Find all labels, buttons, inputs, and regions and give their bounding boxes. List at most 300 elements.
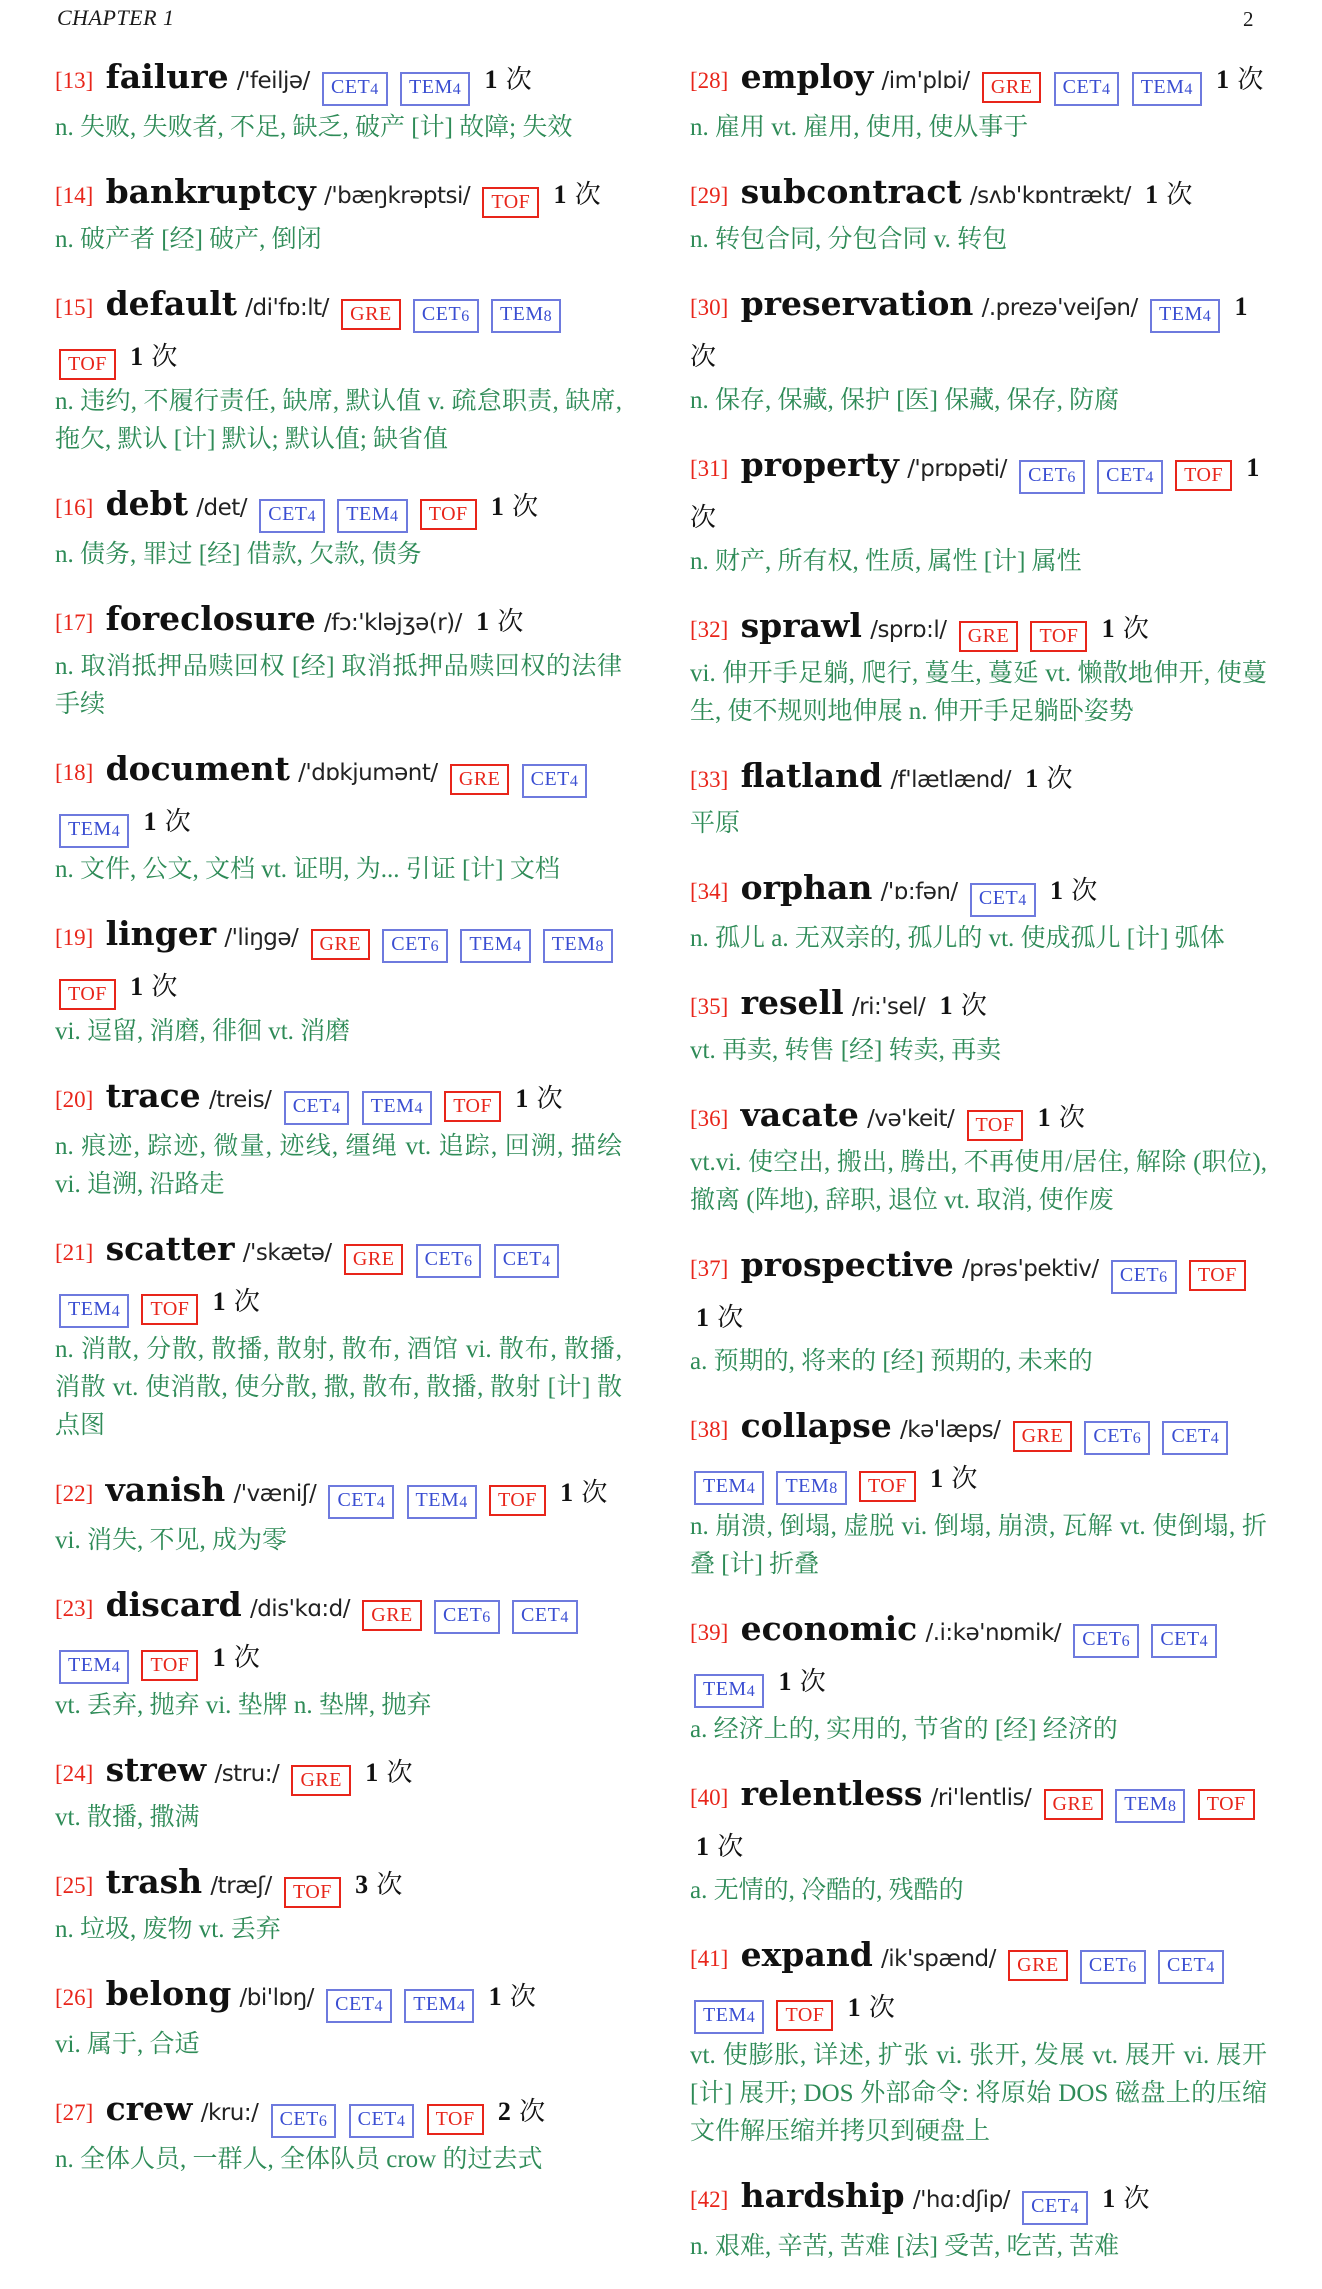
entry-headline [690, 604, 1267, 652]
tag-cet6: CET6 [413, 299, 479, 333]
entry-phonetic: /im'plɒi/ [881, 68, 970, 94]
tag-tem4: TEM4 [1132, 72, 1202, 106]
tag-cet4: CET4 [284, 1091, 350, 1125]
tag-tof: TOF [427, 2104, 484, 2135]
entry-frequency-count: 1 [1145, 180, 1159, 209]
entry-definition: vi. 伸开手足躺, 爬行, 蔓生, 蔓延 vt. 懒散地伸开, 使蔓生, 使不规则地伸展 n. 伸开手足躺卧姿势 [690, 660, 1267, 725]
tag-tem4: TEM4 [1150, 299, 1220, 333]
entry-headline [55, 282, 622, 380]
tag-cet4: CET4 [1158, 1950, 1224, 1984]
entry-frequency-count: 1 [484, 65, 498, 94]
tag-number: 4 [1199, 1633, 1209, 1650]
entry-definition: n. 破产者 [经] 破产, 倒闭 [55, 226, 322, 253]
tag-number: 4 [396, 2113, 406, 2130]
tag-number: 4 [560, 1609, 569, 1626]
entry-word: default [105, 284, 237, 323]
tag-tof: TOF [1198, 1789, 1255, 1820]
entry-frequency-unit: 次 [868, 1993, 895, 2022]
entry-frequency-count: 1 [1246, 453, 1260, 482]
entry-frequency-unit: 次 [151, 342, 178, 371]
tag-tem8: TEM8 [776, 1471, 846, 1505]
tag-tof: TOF [482, 187, 539, 218]
tag-number: 4 [1145, 469, 1154, 486]
tag-tof: TOF [776, 2000, 833, 2031]
entry-frequency-unit: 次 [512, 492, 539, 521]
entry-definition: n. 取消抵押品赎回权 [经] 取消抵押品赎回权的法律手续 [55, 653, 622, 718]
tag-tem4: TEM4 [337, 499, 407, 533]
entry-word: bankruptcy [105, 172, 316, 211]
entry-word: sprawl [740, 606, 862, 645]
entry-headline [55, 1972, 622, 2023]
entry-headline [690, 866, 1267, 917]
entry-index: [29] [690, 183, 729, 208]
entry-frequency-count: 1 [696, 1303, 709, 1332]
vocab-entry [55, 170, 622, 259]
tag-number: 4 [1018, 892, 1027, 909]
tag-tem4: TEM4 [400, 72, 470, 106]
tag-number: 8 [595, 938, 605, 955]
tag-tem8: TEM8 [1115, 1789, 1185, 1823]
tag-tem8: TEM8 [491, 299, 561, 333]
tag-gre: GRE [1013, 1421, 1073, 1452]
tag-cet4: CET4 [322, 72, 388, 106]
entry-definition: n. 艰难, 辛苦, 苦难 [法] 受苦, 吃苦, 苦难 [690, 2233, 1120, 2260]
entry-index: [40] [690, 1785, 729, 1810]
entry-frequency-count: 1 [1037, 1103, 1051, 1132]
tag-gre: GRE [341, 299, 401, 330]
entry-frequency-count: 1 [488, 1982, 502, 2011]
entry-headline [690, 2174, 1267, 2225]
tag-cet6: CET6 [434, 1600, 500, 1634]
entry-word: hardship [740, 2176, 905, 2215]
entry-index: [42] [690, 2187, 729, 2212]
entry-frequency-count: 1 [1102, 2184, 1116, 2213]
tag-tof: TOF [1189, 1260, 1246, 1291]
entry-word: scatter [105, 1229, 235, 1268]
entry-frequency-unit: 次 [386, 1758, 413, 1787]
entry-frequency-count: 1 [778, 1667, 792, 1696]
entry-definition: vi. 消失, 不见, 成为零 [55, 1527, 287, 1554]
entry-word: preservation [740, 284, 974, 323]
tag-cet6: CET6 [1111, 1260, 1177, 1294]
entry-headline [55, 1074, 622, 1125]
entry-frequency-unit: 次 [581, 1478, 608, 1507]
tag-number: 4 [452, 81, 462, 98]
entry-word: prospective [740, 1245, 954, 1284]
entry-frequency-unit: 次 [951, 1464, 978, 1493]
entry-phonetic: /bi'lɒŋ/ [239, 1985, 314, 2011]
entry-index: [37] [690, 1256, 729, 1281]
tag-cet6: CET6 [271, 2104, 337, 2138]
entry-definition: n. 雇用 vt. 雇用, 使用, 使从事于 [690, 114, 1029, 141]
entry-frequency-count: 1 [143, 807, 157, 836]
tag-tem4: TEM4 [460, 929, 530, 963]
vocab-entry [55, 1468, 622, 1560]
tag-tof: TOF [284, 1877, 341, 1908]
entry-phonetic: /.prezə'veiʃən/ [981, 295, 1138, 321]
tag-number: 4 [541, 1253, 551, 1270]
tag-number: 4 [111, 823, 121, 840]
entry-index: [20] [55, 1087, 94, 1112]
entry-headline [690, 170, 1267, 218]
tag-cet4: CET4 [494, 1244, 560, 1278]
tag-cet4: CET4 [512, 1600, 578, 1634]
entry-frequency-count: 1 [476, 607, 490, 636]
entry-index: [33] [690, 767, 729, 792]
entry-definition: n. 违约, 不履行责任, 缺席, 默认值 v. 疏怠职责, 缺席, 拖欠, 默认 [计] 默认; 默认值; 缺省值 [55, 388, 622, 453]
entry-definition: n. 失败, 失败者, 不足, 缺乏, 破产 [计] 故障; 失效 [55, 114, 573, 141]
entry-word: relentless [740, 1774, 923, 1813]
vocab-entry [55, 1972, 622, 2064]
tag-number: 4 [1101, 81, 1111, 98]
tag-number: 4 [513, 938, 522, 955]
entry-definition: a. 经济上的, 实用的, 节省的 [经] 经济的 [690, 1716, 1118, 1743]
entry-headline [55, 1468, 622, 1519]
vocab-entry [690, 282, 1267, 420]
entry-frequency-unit: 次 [1166, 180, 1193, 209]
tag-number: 4 [390, 508, 399, 525]
tag-number: 4 [569, 773, 579, 790]
entry-definition: n. 崩溃, 倒塌, 虚脱 vi. 倒塌, 崩溃, 瓦解 vt. 使倒塌, 折叠 [计] 折叠 [690, 1513, 1267, 1578]
tag-number: 6 [461, 308, 470, 325]
entry-definition: vi. 逗留, 消磨, 徘徊 vt. 消磨 [55, 1018, 351, 1045]
entry-word: debt [105, 484, 188, 523]
entry-frequency-count: 1 [1049, 876, 1063, 905]
entry-phonetic: /'prɒpəti/ [907, 456, 1007, 482]
entry-word: subcontract [740, 172, 962, 211]
entry-frequency-count: 1 [130, 342, 144, 371]
entry-phonetic: /sʌb'kɒntrækt/ [969, 183, 1131, 209]
entry-word: vacate [740, 1095, 859, 1134]
entry-headline [690, 1772, 1267, 1869]
tag-tof: TOF [141, 1650, 198, 1681]
entry-frequency-count: 1 [1216, 65, 1230, 94]
entry-word: crew [105, 2089, 193, 2128]
entry-frequency-unit: 次 [1071, 876, 1098, 905]
vocab-entry [55, 55, 622, 147]
entry-index: [25] [55, 1873, 94, 1898]
entry-index: [24] [55, 1761, 94, 1786]
entry-definition: n. 垃圾, 废物 vt. 丢弃 [55, 1916, 281, 1943]
entry-frequency-unit: 次 [164, 807, 191, 836]
entry-phonetic: /træʃ/ [210, 1873, 272, 1899]
entry-frequency-unit: 次 [1122, 614, 1149, 643]
entry-headline [690, 981, 1267, 1029]
entry-phonetic: /f'lætlænd/ [890, 767, 1011, 793]
tag-number: 6 [430, 938, 440, 955]
tag-cet4: CET4 [1022, 2191, 1088, 2225]
entry-index: [41] [690, 1946, 729, 1971]
vocab-entry [690, 443, 1267, 581]
entry-headline [690, 1607, 1267, 1708]
entry-index: [36] [690, 1106, 729, 1131]
entry-frequency-unit: 次 [519, 2097, 546, 2126]
vocab-entry [55, 597, 622, 724]
entry-definition: vi. 属于, 合适 [55, 2031, 200, 2058]
tag-number: 4 [414, 1100, 423, 1117]
tag-number: 4 [1206, 1959, 1215, 1976]
entry-index: [14] [55, 183, 94, 208]
entry-index: [26] [55, 1985, 94, 2010]
entry-index: [32] [690, 617, 729, 642]
page-number: 2 [1243, 7, 1254, 31]
entry-frequency-count: 1 [939, 991, 953, 1020]
tag-tof: TOF [1175, 460, 1232, 491]
entry-frequency-unit: 次 [1237, 65, 1264, 94]
left-column [55, 55, 622, 2202]
entry-headline [690, 1933, 1267, 2034]
entry-index: [21] [55, 1240, 94, 1265]
entry-phonetic: /'hɑ:dʃip/ [912, 2187, 1010, 2213]
tag-cet4: CET4 [1151, 1624, 1217, 1658]
tag-number: 4 [376, 1494, 386, 1511]
tag-number: 4 [746, 1480, 756, 1497]
entry-index: [19] [55, 925, 94, 950]
vocab-entry [690, 754, 1267, 843]
entry-word: economic [740, 1609, 918, 1648]
tag-number: 4 [307, 508, 317, 525]
tag-number: 4 [1070, 2200, 1079, 2217]
entry-frequency-count: 1 [490, 492, 504, 521]
entry-headline [55, 482, 622, 533]
entry-frequency-count: 1 [365, 1758, 379, 1787]
entry-frequency-unit: 次 [799, 1667, 826, 1696]
entry-word: trace [105, 1076, 201, 1115]
entry-word: failure [105, 57, 229, 96]
tag-number: 6 [1128, 1959, 1137, 1976]
entry-word: collapse [740, 1406, 892, 1445]
entry-frequency-count: 1 [1101, 614, 1115, 643]
entry-word: property [740, 445, 899, 484]
entry-frequency-count: 1 [847, 1993, 861, 2022]
tag-tem4: TEM4 [404, 1989, 474, 2023]
entry-definition: 平原 [690, 810, 741, 837]
vocab-entry [690, 1772, 1267, 1910]
tag-tof: TOF [444, 1091, 501, 1122]
entry-phonetic: /fɔ:'kləjʒə(r)/ [324, 610, 462, 636]
tag-cet6: CET6 [1019, 460, 1085, 494]
entry-headline [55, 597, 622, 645]
entry-frequency-unit: 次 [717, 1832, 744, 1861]
vocab-entry [690, 866, 1267, 958]
entry-definition: vt. 再卖, 转售 [经] 转卖, 再卖 [690, 1037, 1002, 1064]
entry-index: [13] [55, 68, 94, 93]
entry-phonetic: /ri:'sel/ [851, 994, 926, 1020]
entry-definition: vt. 使膨胀, 详述, 扩张 vi. 张开, 发展 vt. 展开 vi. 展开 [计] 展开; DOS 外部命令: 将原始 DOS 磁盘上的压缩文件解压缩并拷贝到硬盘上 [690, 2042, 1267, 2145]
tag-number: 6 [318, 2113, 328, 2130]
entry-word: flatland [740, 756, 883, 795]
tag-cet4: CET4 [1054, 72, 1120, 106]
entry-frequency-count: 1 [930, 1464, 944, 1493]
tag-cet4: CET4 [349, 2104, 415, 2138]
entry-frequency-count: 1 [1234, 292, 1248, 321]
entry-headline [55, 2087, 622, 2138]
tag-gre: GRE [1044, 1789, 1104, 1820]
entry-frequency-count: 1 [1025, 764, 1039, 793]
entry-definition: n. 痕迹, 踪迹, 微量, 迹线, 缰绳 vt. 追踪, 回溯, 描绘 vi. 追溯, 沿路走 [55, 1133, 622, 1198]
entry-phonetic: /stru:/ [214, 1761, 280, 1787]
tag-tof: TOF [1030, 621, 1087, 652]
tag-tem4: TEM4 [407, 1485, 477, 1519]
entry-phonetic: /di'fɒ:lt/ [245, 295, 329, 321]
entry-frequency-unit: 次 [497, 607, 524, 636]
entry-word: strew [105, 1750, 207, 1789]
entry-headline [55, 55, 622, 106]
entry-frequency-unit: 次 [233, 1643, 260, 1672]
entry-headline [55, 1860, 622, 1908]
entry-definition: n. 债务, 罪过 [经] 借款, 欠款, 债务 [55, 541, 422, 568]
entry-index: [17] [55, 610, 94, 635]
entry-index: [31] [690, 456, 729, 481]
chapter-title: CHAPTER 1 [57, 5, 175, 30]
entry-index: [28] [690, 68, 729, 93]
vocab-entry [55, 1074, 622, 1204]
tag-number: 4 [111, 1659, 121, 1676]
tag-cet4: CET4 [1097, 460, 1163, 494]
tag-number: 6 [1159, 1269, 1168, 1286]
entry-frequency-count: 1 [696, 1832, 709, 1861]
vocab-entry [55, 1748, 622, 1837]
entry-frequency-unit: 次 [690, 503, 717, 532]
vocab-entry [690, 1404, 1267, 1584]
entry-index: [27] [55, 2100, 94, 2125]
tag-cet6: CET6 [1080, 1950, 1146, 1984]
entry-phonetic: /'feiljə/ [236, 68, 310, 94]
tag-gre: GRE [959, 621, 1019, 652]
tag-cet4: CET4 [259, 499, 325, 533]
tag-cet6: CET6 [382, 929, 448, 963]
entry-headline [690, 1243, 1267, 1340]
tag-number: 4 [746, 2009, 756, 2026]
tag-tof: TOF [489, 1485, 546, 1516]
tag-cet6: CET6 [1073, 1624, 1139, 1658]
vocab-entry [690, 55, 1267, 147]
tag-tem4: TEM4 [59, 1294, 129, 1328]
entry-definition: n. 全体人员, 一群人, 全体队员 crow 的过去式 [55, 2146, 543, 2173]
entry-frequency-count: 1 [560, 1478, 574, 1507]
tag-tem4: TEM4 [59, 814, 129, 848]
entry-index: [16] [55, 495, 94, 520]
entry-definition: n. 财产, 所有权, 性质, 属性 [计] 属性 [690, 548, 1082, 575]
vocab-entry [55, 747, 622, 889]
entry-definition: n. 保存, 保藏, 保护 [医] 保藏, 保存, 防腐 [690, 387, 1120, 414]
entry-headline [55, 1583, 622, 1684]
vocab-entry [55, 482, 622, 574]
entry-headline [55, 1748, 622, 1796]
entry-word: document [105, 749, 290, 788]
tag-gre: GRE [362, 1600, 422, 1631]
tag-cet4: CET4 [326, 1989, 392, 2023]
tag-cet6: CET6 [1084, 1421, 1150, 1455]
entry-headline [55, 170, 622, 218]
entry-phonetic: /'væniʃ/ [233, 1481, 317, 1507]
tag-number: 4 [746, 1683, 756, 1700]
entry-index: [15] [55, 295, 94, 320]
entry-frequency-unit: 次 [717, 1303, 744, 1332]
entry-word: employ [740, 57, 874, 96]
entry-index: [35] [690, 994, 729, 1019]
entry-phonetic: /və'keit/ [867, 1106, 955, 1132]
entry-frequency-count: 1 [515, 1084, 529, 1113]
tag-number: 8 [543, 308, 553, 325]
entry-index: [38] [690, 1417, 729, 1442]
tag-cet4: CET4 [328, 1485, 394, 1519]
entry-definition: n. 转包合同, 分包合同 v. 转包 [690, 226, 1008, 253]
tag-gre: GRE [982, 72, 1042, 103]
vocab-entry [690, 1933, 1267, 2151]
entry-word: trash [105, 1862, 203, 1901]
entry-phonetic: /prəs'pektiv/ [962, 1256, 1099, 1282]
tag-tof: TOF [59, 349, 116, 380]
vocab-entry [690, 981, 1267, 1070]
entry-phonetic: /ri'lentlis/ [930, 1785, 1032, 1811]
vocab-entry [690, 1093, 1267, 1220]
entry-index: [18] [55, 760, 94, 785]
tag-number: 6 [463, 1253, 473, 1270]
entry-phonetic: /det/ [196, 495, 247, 521]
tag-number: 4 [1184, 81, 1193, 98]
entry-phonetic: /dis'kɑ:d/ [249, 1596, 351, 1622]
tag-number: 6 [1067, 469, 1076, 486]
tag-number: 4 [370, 81, 379, 98]
entry-definition: n. 文件, 公文, 文档 vt. 证明, 为... 引证 [计] 文档 [55, 856, 560, 883]
tag-number: 4 [459, 1494, 468, 1511]
entry-definition: vt. 丢弃, 抛弃 vi. 垫牌 n. 垫牌, 抛弃 [55, 1692, 432, 1719]
entry-headline [690, 754, 1267, 802]
entry-word: vanish [105, 1470, 226, 1509]
entry-index: [23] [55, 1596, 94, 1621]
vocab-entry [55, 282, 622, 459]
entry-phonetic: /ik'spænd/ [881, 1946, 996, 1972]
tag-number: 6 [482, 1609, 491, 1626]
entry-phonetic: /sprɒ:l/ [870, 617, 947, 643]
entry-headline [55, 1227, 622, 1328]
entry-phonetic: /'bæŋkrəptsi/ [324, 183, 471, 209]
entry-frequency-unit: 次 [1058, 1103, 1085, 1132]
entry-word: belong [105, 1974, 232, 2013]
entry-frequency-count: 1 [212, 1643, 226, 1672]
tag-gre: GRE [450, 764, 510, 795]
tag-gre: GRE [291, 1765, 351, 1796]
entry-frequency-unit: 次 [1123, 2184, 1150, 2213]
tag-gre: GRE [311, 929, 371, 960]
entry-frequency-unit: 次 [1046, 764, 1073, 793]
entry-headline [55, 912, 622, 1010]
tag-gre: GRE [344, 1244, 404, 1275]
entry-word: linger [105, 914, 217, 953]
entry-frequency-unit: 次 [233, 1287, 260, 1316]
tag-number: 6 [1121, 1633, 1131, 1650]
tag-number: 4 [1202, 308, 1212, 325]
entry-frequency-unit: 次 [574, 180, 601, 209]
tag-number: 4 [1210, 1430, 1220, 1447]
tag-cet6: CET6 [416, 1244, 482, 1278]
vocab-entry [55, 1860, 622, 1949]
entry-definition: vt.vi. 使空出, 搬出, 腾出, 不再使用/居住, 解除 (职位), 撤离 (阵地), 辞职, 退位 vt. 取消, 使作废 [690, 1149, 1267, 1214]
entry-headline [690, 1093, 1267, 1141]
tag-number: 4 [456, 1998, 466, 2015]
tag-tem4: TEM4 [59, 1650, 129, 1684]
entry-phonetic: /'dɒkjumənt/ [298, 760, 438, 786]
entry-phonetic: /treis/ [208, 1087, 272, 1113]
tag-cet4: CET4 [970, 883, 1036, 917]
vocab-entry [55, 2087, 622, 2179]
entry-headline [690, 55, 1267, 106]
tag-tof: TOF [59, 979, 116, 1010]
entry-frequency-count: 1 [553, 180, 567, 209]
entry-headline [690, 443, 1267, 540]
tag-tem4: TEM4 [694, 1674, 764, 1708]
